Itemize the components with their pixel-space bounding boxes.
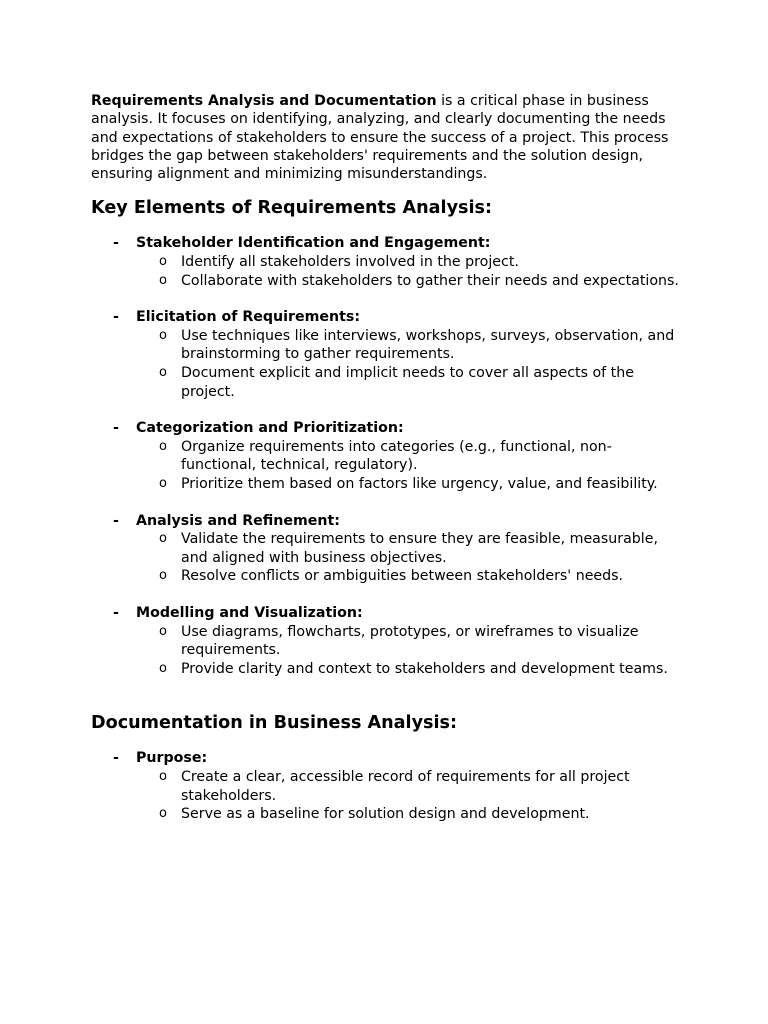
key-elements-heading: Key Elements of Requirements Analysis:	[91, 198, 493, 219]
documentation-list	[91, 749, 691, 823]
dash-marker: -	[113, 420, 119, 437]
dash-marker: -	[113, 512, 119, 529]
bullet-marker: o	[159, 568, 167, 584]
sub-list	[136, 530, 691, 586]
list-item	[113, 419, 691, 493]
intro-bold-term: Requirements Analysis and Documentation	[91, 93, 437, 109]
bullet-marker: o	[159, 254, 167, 270]
bullet-marker: o	[159, 272, 167, 288]
sub-list-item: o Create a clear, accessible record of requirements for all project stakeholders.	[159, 768, 630, 804]
document-page	[91, 92, 691, 824]
dash-marker: -	[113, 309, 119, 326]
bullet-marker: o	[159, 531, 167, 547]
sub-list-item: o Document explicit and implicit needs to cover all aspects of the project.	[159, 365, 634, 400]
intro-text: is a critical phase in business analysis. It focuses on identifying, analyzing, and clearly documenting the needs and expectations of stakeholders to ensure the success of a project. This process bridges the gap between stakeholders' requirements and the solution design, ensuring alignment and minimizing misunderstandings.	[91, 93, 669, 183]
key-elements-list	[91, 234, 691, 678]
section-title: - Stakeholder Identification and Engagement:	[113, 235, 491, 252]
dash-marker: -	[113, 750, 119, 767]
list-item	[113, 604, 691, 678]
sub-list-item: o Resolve conflicts or ambiguities between stakeholders' needs.	[159, 568, 624, 585]
list-item	[113, 749, 691, 823]
sub-list-item: o Provide clarity and context to stakeholders and development teams.	[159, 660, 668, 677]
sub-list	[136, 438, 691, 494]
sub-list-item: o Use diagrams, flowcharts, prototypes, or wireframes to visualize requirements.	[159, 623, 639, 659]
sub-list	[136, 327, 691, 401]
sub-list-item: o Collaborate with stakeholders to gather their needs and expectations.	[159, 272, 679, 289]
list-item	[113, 512, 691, 586]
sub-list-item: o Validate the requirements to ensure they are feasible, measurable, and aligned with business objectives.	[159, 531, 658, 566]
sub-list-item: o Use techniques like interviews, workshops, surveys, observation, and brainstorming to gather requirements.	[159, 327, 675, 363]
bullet-marker: o	[159, 476, 167, 492]
bullet-marker: o	[159, 806, 167, 822]
sub-list-item: o Organize requirements into categories (e.g., functional, non-functional, technical, regulatory).	[159, 438, 612, 474]
dash-marker: -	[113, 235, 119, 252]
sub-list-item: o Identify all stakeholders involved in the project.	[159, 254, 519, 271]
documentation-heading: Documentation in Business Analysis:	[91, 713, 458, 734]
section-title: - Modelling and Visualization:	[113, 604, 363, 621]
sub-list-item: o Prioritize them based on factors like urgency, value, and feasibility.	[159, 476, 658, 493]
intro-paragraph	[91, 92, 691, 183]
bullet-marker: o	[159, 365, 167, 381]
sub-list	[136, 623, 691, 679]
bullet-marker: o	[159, 768, 167, 784]
list-item	[113, 308, 691, 401]
list-item	[113, 234, 691, 290]
section-title: - Elicitation of Requirements:	[113, 309, 361, 326]
dash-marker: -	[113, 604, 119, 621]
bullet-marker: o	[159, 660, 167, 676]
section-title: - Purpose:	[113, 750, 208, 767]
sub-list	[136, 768, 691, 824]
bullet-marker: o	[159, 327, 167, 343]
bullet-marker: o	[159, 623, 167, 639]
sub-list	[136, 253, 691, 290]
bullet-marker: o	[159, 438, 167, 454]
sub-list-item: o Serve as a baseline for solution design and development.	[159, 806, 590, 823]
section-title: - Categorization and Prioritization:	[113, 420, 404, 437]
section-title: - Analysis and Refinement:	[113, 512, 340, 529]
